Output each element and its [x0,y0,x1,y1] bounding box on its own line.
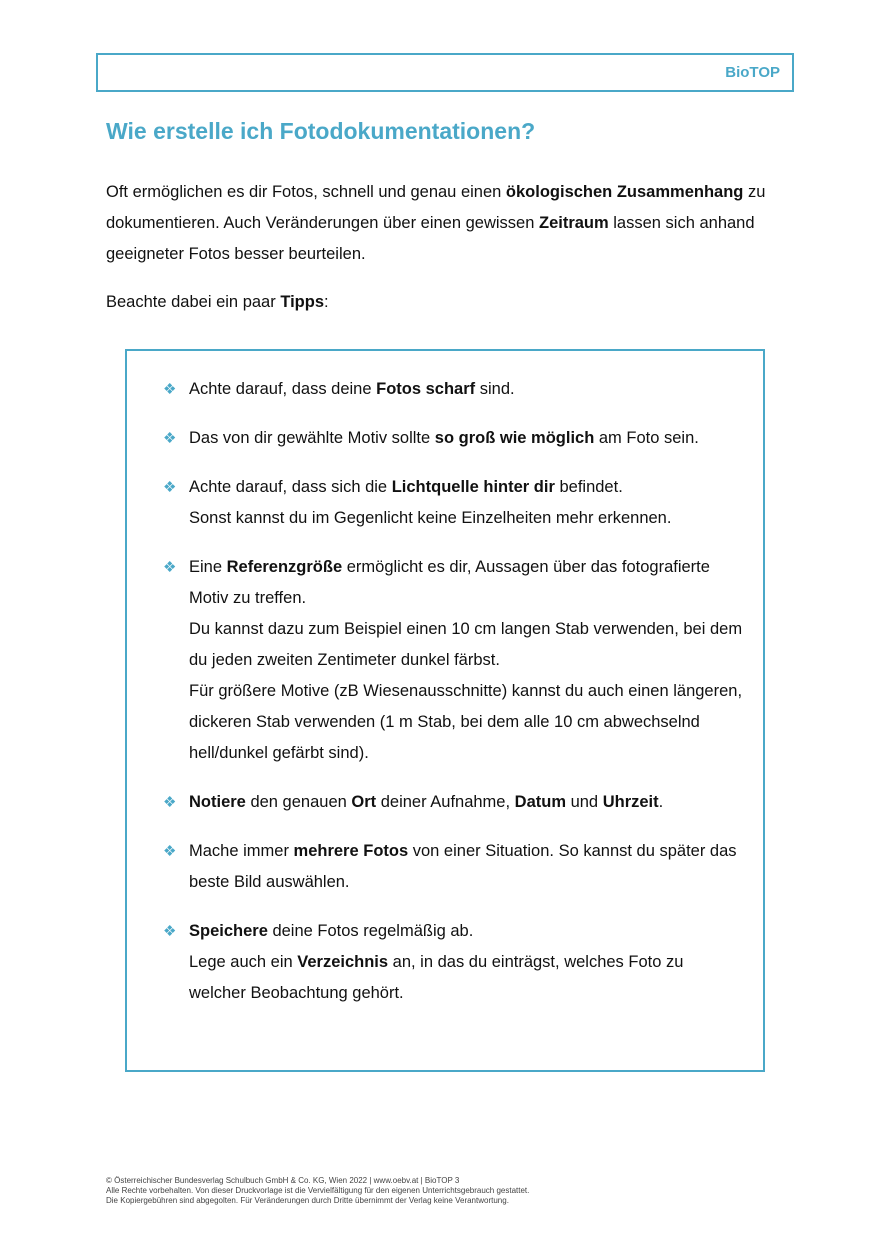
tip-2-bold: so groß wie möglich [434,429,595,447]
tip-1-text-1: Achte darauf, dass deine [189,380,377,398]
tip-item-3 [163,472,743,534]
tips-intro-text-1: Beachte dabei ein paar [106,293,281,311]
tip-item-6 [163,836,743,898]
tip-text [189,552,743,769]
tips-intro-bold: Tipps [280,293,325,311]
tip-text [189,836,743,898]
diamond-bullet-icon: ❖ [163,381,177,398]
tip-5-bold-4: Uhrzeit [602,793,659,811]
tip-text [189,423,743,454]
intro-text-3: lassen sich anhand geeigneter Fotos besser beurteilen. [106,214,755,263]
tip-5-bold-1: Notiere [189,793,246,811]
tip-4-bold: Referenzgröße [226,558,343,576]
diamond-bullet-icon: ❖ [163,794,177,811]
tip-item-7 [163,916,743,1009]
tip-5-text-3: und [566,793,603,811]
intro-paragraph [106,177,786,270]
tip-text [189,787,743,818]
tip-7-bold-2: Verzeichnis [297,953,389,971]
tip-3-text-1: Achte darauf, dass sich die [189,478,392,496]
diamond-bullet-icon: ❖ [163,843,177,860]
intro-text-1: Oft ermöglichen es dir Fotos, schnell und genau einen [106,183,506,201]
brand-label: BioTOP [725,64,780,81]
header-box [96,53,794,92]
intro-bold-1: ökologischen Zusammenhang [505,183,744,201]
footer-line-1: © Österreichischer Bundesverlag Schulbuch GmbH & Co. KG, Wien 2022 | www.oebv.at | BioTOP 3 [106,1176,460,1185]
tips-intro-text-2: : [324,293,329,311]
tip-5-bold-2: Ort [351,793,377,811]
diamond-bullet-icon: ❖ [163,479,177,496]
tips-intro [106,287,329,318]
page-title: Wie erstelle ich Fotodokumentationen? [106,118,536,144]
tip-1-bold: Fotos scharf [376,380,476,398]
tip-item-4 [163,552,743,769]
tip-3-line-2: Sonst kannst du im Gegenlicht keine Einzelheiten mehr erkennen. [189,509,672,527]
tip-6-text-1: Mache immer [189,842,294,860]
tip-7-line-2a: Lege auch ein [189,953,298,971]
footer-line-3: Die Kopiergebühren sind abgegolten. Für Veränderungen durch Dritte übernimmt der Verlag keine Verantwortung. [106,1196,509,1205]
intro-text-2: zu dokumentieren. Auch Veränderungen über einen gewissen [106,183,766,232]
tips-list [163,374,743,1027]
tip-7-text-1: deine Fotos regelmäßig ab. [267,922,474,940]
tips-box [125,349,765,1072]
tip-item-1 [163,374,743,405]
diamond-bullet-icon: ❖ [163,430,177,447]
tip-6-bold: mehrere Fotos [293,842,409,860]
diamond-bullet-icon: ❖ [163,923,177,940]
tip-2-text-1: Das von dir gewählte Motiv sollte [189,429,435,447]
tip-5-text-2: deiner Aufnahme, [376,793,515,811]
tip-text [189,472,743,534]
tip-text [189,374,743,405]
tip-5-text-4: . [658,793,664,811]
tip-5-text-1: den genauen [245,793,352,811]
tip-3-text-2: befindet. [554,478,623,496]
tip-5-bold-3: Datum [514,793,566,811]
tip-2-text-2: am Foto sein. [594,429,699,447]
tip-text [189,916,743,1009]
tip-4-text-2: ermöglicht es dir, Aussagen über das fotografierte Motiv zu treffen. [189,558,710,607]
tip-6-text-2: von einer Situation. So kannst du später das beste Bild auswählen. [189,842,737,891]
tip-item-5 [163,787,743,818]
tip-7-bold-1: Speichere [189,922,268,940]
footer-copyright [106,1176,806,1206]
tip-4-text-1: Eine [189,558,227,576]
tip-1-text-2: sind. [475,380,515,398]
intro-bold-2: Zeitraum [538,214,609,232]
tip-item-2 [163,423,743,454]
tip-4-line-3: Für größere Motive (zB Wiesenausschnitte) kannst du auch einen längeren, dickeren Stab verwenden (1 m Stab, bei dem alle 10 cm abwechselnd hell/dunkel gefärbt sind). [189,682,743,762]
tip-4-line-2: Du kannst dazu zum Beispiel einen 10 cm langen Stab verwenden, bei dem du jeden zweiten Zentimeter dunkel färbst. [189,620,743,669]
diamond-bullet-icon: ❖ [163,559,177,576]
tip-3-bold: Lichtquelle hinter dir [391,478,555,496]
footer-line-2: Alle Rechte vorbehalten. Von dieser Druckvorlage ist die Vervielfältigung für den eigenen Unterrichtsgebrauch gestattet. [106,1186,530,1195]
tip-7-line-2b: an, in das du einträgst, welches Foto zu welcher Beobachtung gehört. [189,953,684,1002]
